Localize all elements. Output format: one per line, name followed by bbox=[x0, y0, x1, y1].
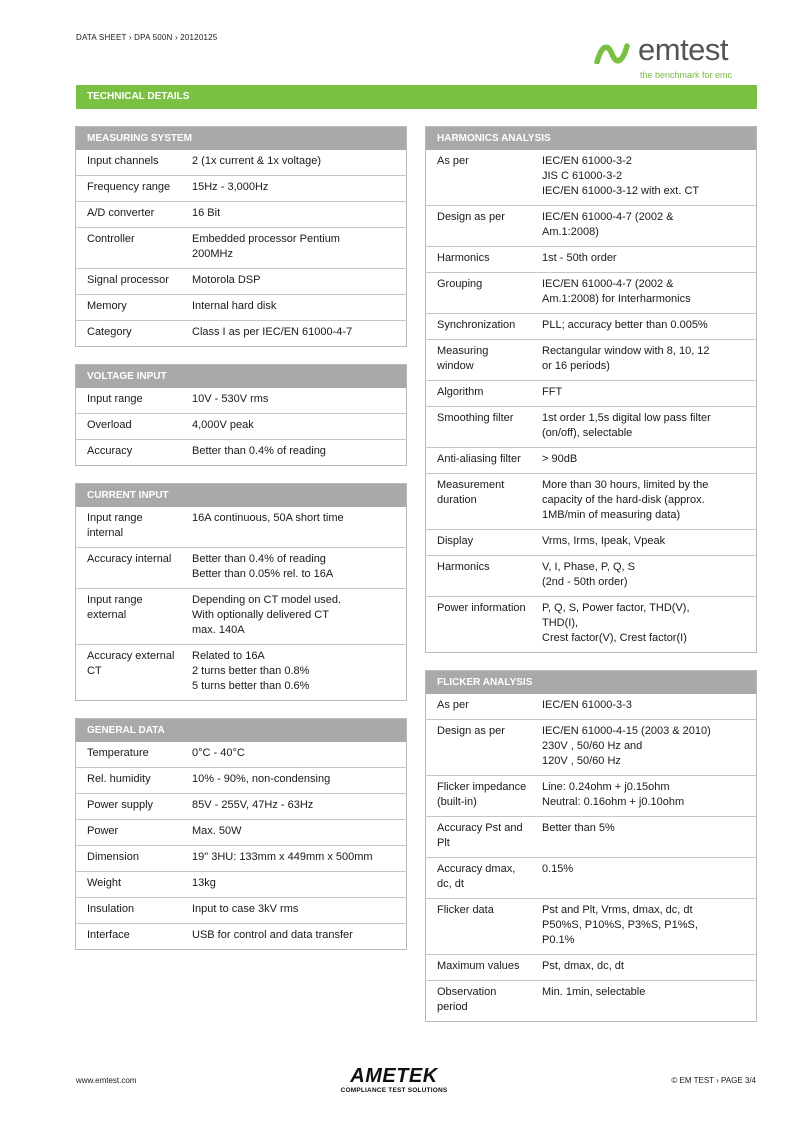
table-row bbox=[76, 547, 406, 588]
row-label: Measurement duration bbox=[437, 479, 505, 506]
row-label: Harmonics bbox=[437, 252, 490, 264]
row-value: 19" 3HU: 133mm x 449mm x 500mm bbox=[192, 851, 373, 863]
row-value: Depending on CT model used. With optionally delivered CT max. 140A bbox=[192, 594, 342, 636]
logo-wordmark: emtest bbox=[638, 32, 729, 67]
table-row bbox=[76, 439, 406, 465]
table-row bbox=[76, 819, 406, 845]
table-row bbox=[426, 529, 756, 555]
table-row bbox=[76, 175, 406, 201]
row-value: IEC/EN 61000-4-7 (2002 & Am.1:2008) for Interharmonics bbox=[542, 278, 691, 305]
spec-table bbox=[426, 150, 756, 652]
row-value: IEC/EN 61000-4-7 (2002 & Am.1:2008) bbox=[542, 211, 674, 238]
row-label: A/D converter bbox=[87, 207, 155, 219]
row-value: Better than 0.4% of reading bbox=[192, 445, 326, 457]
row-value: FFT bbox=[542, 386, 563, 398]
table-row bbox=[426, 205, 756, 246]
row-label: Input channels bbox=[87, 155, 159, 167]
row-value: IEC/EN 61000-3-3 bbox=[542, 699, 632, 711]
breadcrumb: DATA SHEET › DPA 500N › 20120125 bbox=[76, 33, 218, 42]
row-label: Signal processor bbox=[87, 274, 169, 286]
row-label: As per bbox=[437, 155, 469, 167]
section-title: VOLTAGE INPUT bbox=[76, 365, 406, 388]
row-label: As per bbox=[437, 699, 469, 711]
row-label: Insulation bbox=[87, 903, 135, 915]
row-value: 2 (1x current & 1x voltage) bbox=[192, 155, 322, 167]
table-row bbox=[426, 980, 756, 1021]
table-row bbox=[76, 388, 406, 413]
spec-table bbox=[76, 388, 406, 465]
row-value: 16 Bit bbox=[192, 207, 221, 219]
table-row bbox=[76, 294, 406, 320]
table-row bbox=[426, 313, 756, 339]
row-value: Input to case 3kV rms bbox=[192, 903, 299, 915]
row-value: Pst and Plt, Vrms, dmax, dc, dt P50%S, P10%S, P3%S, P1%S, P0.1% bbox=[542, 904, 698, 946]
table-row bbox=[76, 845, 406, 871]
row-value: Max. 50W bbox=[192, 825, 242, 837]
table-row bbox=[76, 507, 406, 547]
row-label: Rel. humidity bbox=[87, 773, 151, 785]
ametek-subtitle: COMPLIANCE TEST SOLUTIONS bbox=[340, 1087, 448, 1094]
logo-tagline: the benchmark for emc bbox=[640, 70, 733, 80]
table-row bbox=[426, 380, 756, 406]
table-row bbox=[76, 268, 406, 294]
row-value: > 90dB bbox=[542, 453, 578, 465]
row-label: Smoothing filter bbox=[437, 412, 514, 424]
row-value: Motorola DSP bbox=[192, 274, 261, 286]
row-label: Algorithm bbox=[437, 386, 484, 398]
row-label: Flicker impedance (built-in) bbox=[437, 781, 527, 808]
row-value: 0.15% bbox=[542, 863, 574, 875]
row-value: P, Q, S, Power factor, THD(V), THD(I), Crest factor(V), Crest factor(I) bbox=[542, 602, 690, 644]
row-value: 85V - 255V, 47Hz - 63Hz bbox=[192, 799, 314, 811]
table-row bbox=[426, 406, 756, 447]
table-row bbox=[76, 871, 406, 897]
row-value: 4,000V peak bbox=[192, 419, 254, 431]
table-row bbox=[426, 555, 756, 596]
row-label: Harmonics bbox=[437, 561, 490, 573]
row-value: Class I as per IEC/EN 61000-4-7 bbox=[192, 326, 353, 338]
row-value: V, I, Phase, P, Q, S (2nd - 50th order) bbox=[542, 561, 635, 588]
row-label: Synchronization bbox=[437, 319, 516, 331]
row-value: 1st - 50th order bbox=[542, 252, 617, 264]
table-row bbox=[426, 816, 756, 857]
row-value: Rectangular window with 8, 10, 12 or 16 periods) bbox=[542, 345, 710, 372]
table-row bbox=[76, 767, 406, 793]
row-label: Weight bbox=[87, 877, 122, 889]
ametek-logo bbox=[333, 1066, 455, 1096]
row-value: 1st order 1,5s digital low pass filter (on/off), selectable bbox=[542, 412, 711, 439]
row-value: USB for control and data transfer bbox=[192, 929, 353, 941]
flicker-analysis-section bbox=[425, 670, 757, 1022]
website-link[interactable]: www.emtest.com bbox=[76, 1076, 137, 1085]
row-value: IEC/EN 61000-3-2 JIS C 61000-3-2 IEC/EN 61000-3-12 with ext. CT bbox=[542, 155, 700, 197]
row-value: Better than 5% bbox=[542, 822, 615, 834]
row-label: Observation period bbox=[437, 986, 497, 1013]
current-input-section bbox=[75, 483, 407, 701]
row-label: Maximum values bbox=[437, 960, 520, 972]
row-label: Overload bbox=[87, 419, 132, 431]
emtest-logo-icon bbox=[594, 40, 636, 64]
row-value: 10% - 90%, non-condensing bbox=[192, 773, 331, 785]
spec-table bbox=[426, 694, 756, 1021]
table-row bbox=[76, 201, 406, 227]
table-row bbox=[76, 897, 406, 923]
row-label: Input range internal bbox=[87, 512, 143, 539]
row-label: Display bbox=[437, 535, 474, 547]
row-value: 13kg bbox=[192, 877, 216, 889]
table-row bbox=[426, 954, 756, 980]
table-row bbox=[426, 898, 756, 954]
table-row bbox=[426, 272, 756, 313]
table-row bbox=[426, 694, 756, 719]
table-row bbox=[76, 413, 406, 439]
row-label: Grouping bbox=[437, 278, 483, 290]
row-label: Power bbox=[87, 825, 119, 837]
section-title: MEASURING SYSTEM bbox=[76, 127, 406, 150]
row-value: Vrms, Irms, Ipeak, Vpeak bbox=[542, 535, 666, 547]
row-label: Dimension bbox=[87, 851, 139, 863]
harmonics-analysis-section bbox=[425, 126, 757, 653]
row-label: Accuracy dmax, dc, dt bbox=[437, 863, 516, 890]
row-value: Min. 1min, selectable bbox=[542, 986, 646, 998]
table-row bbox=[76, 644, 406, 700]
general-data-section bbox=[75, 718, 407, 950]
spec-table bbox=[76, 150, 406, 346]
section-banner: TECHNICAL DETAILS bbox=[76, 85, 757, 109]
section-title: FLICKER ANALYSIS bbox=[426, 671, 756, 694]
row-value: Pst, dmax, dc, dt bbox=[542, 960, 624, 972]
row-label: Flicker data bbox=[437, 904, 494, 916]
row-label: Input range bbox=[87, 393, 143, 405]
row-value: 16A continuous, 50A short time bbox=[192, 512, 344, 524]
table-row bbox=[426, 473, 756, 529]
table-row bbox=[76, 588, 406, 644]
left-column bbox=[75, 126, 407, 967]
row-label: Memory bbox=[87, 300, 127, 312]
row-label: Accuracy external CT bbox=[87, 650, 175, 677]
row-value: Embedded processor Pentium 200MHz bbox=[192, 233, 340, 260]
table-row bbox=[426, 857, 756, 898]
row-label: Frequency range bbox=[87, 181, 171, 193]
table-row bbox=[76, 150, 406, 175]
table-row bbox=[426, 775, 756, 816]
row-label: Measuring window bbox=[437, 345, 489, 372]
table-row bbox=[426, 447, 756, 473]
section-title: HARMONICS ANALYSIS bbox=[426, 127, 756, 150]
row-label: Power supply bbox=[87, 799, 154, 811]
row-value: More than 30 hours, limited by the capacity of the hard-disk (approx. 1MB/min of measuring data) bbox=[542, 479, 709, 521]
table-row bbox=[426, 150, 756, 205]
row-label: Interface bbox=[87, 929, 130, 941]
row-label: Anti-aliasing filter bbox=[437, 453, 521, 465]
row-value: Better than 0.4% of reading Better than 0.05% rel. to 16A bbox=[192, 553, 334, 580]
row-label: Input range external bbox=[87, 594, 143, 621]
row-value: Related to 16A 2 turns better than 0.8% 5 turns better than 0.6% bbox=[192, 650, 310, 692]
row-label: Power information bbox=[437, 602, 526, 614]
table-row bbox=[426, 719, 756, 775]
row-value: 0°C - 40°C bbox=[192, 747, 245, 759]
row-label: Design as per bbox=[437, 211, 505, 223]
spec-table bbox=[76, 507, 406, 700]
row-label: Temperature bbox=[87, 747, 149, 759]
row-value: PLL; accuracy better than 0.005% bbox=[542, 319, 708, 331]
row-value: IEC/EN 61000-4-15 (2003 & 2010) 230V , 50/60 Hz and 120V , 50/60 Hz bbox=[542, 725, 711, 767]
row-value: Line: 0.24ohm + j0.15ohm Neutral: 0.16ohm + j0.10ohm bbox=[542, 781, 685, 808]
ametek-wordmark: AMETEK bbox=[350, 1065, 438, 1087]
right-column bbox=[425, 126, 757, 1039]
section-title: GENERAL DATA bbox=[76, 719, 406, 742]
row-label: Design as per bbox=[437, 725, 505, 737]
row-value: 15Hz - 3,000Hz bbox=[192, 181, 269, 193]
measuring-system-section bbox=[75, 126, 407, 347]
table-row bbox=[76, 793, 406, 819]
table-row bbox=[426, 246, 756, 272]
row-label: Accuracy Pst and Plt bbox=[437, 822, 523, 849]
table-row bbox=[76, 227, 406, 268]
row-label: Category bbox=[87, 326, 132, 338]
row-value: 10V - 530V rms bbox=[192, 393, 269, 405]
page-number: © EM TEST › PAGE 3/4 bbox=[671, 1076, 756, 1085]
emtest-logo bbox=[594, 32, 756, 82]
spec-table bbox=[76, 742, 406, 949]
row-label: Accuracy bbox=[87, 445, 133, 457]
row-label: Controller bbox=[87, 233, 135, 245]
table-row bbox=[76, 923, 406, 949]
table-row bbox=[76, 742, 406, 767]
table-row bbox=[426, 596, 756, 652]
row-value: Internal hard disk bbox=[192, 300, 277, 312]
table-row bbox=[426, 339, 756, 380]
voltage-input-section bbox=[75, 364, 407, 466]
section-title: CURRENT INPUT bbox=[76, 484, 406, 507]
table-row bbox=[76, 320, 406, 346]
row-label: Accuracy internal bbox=[87, 553, 172, 565]
